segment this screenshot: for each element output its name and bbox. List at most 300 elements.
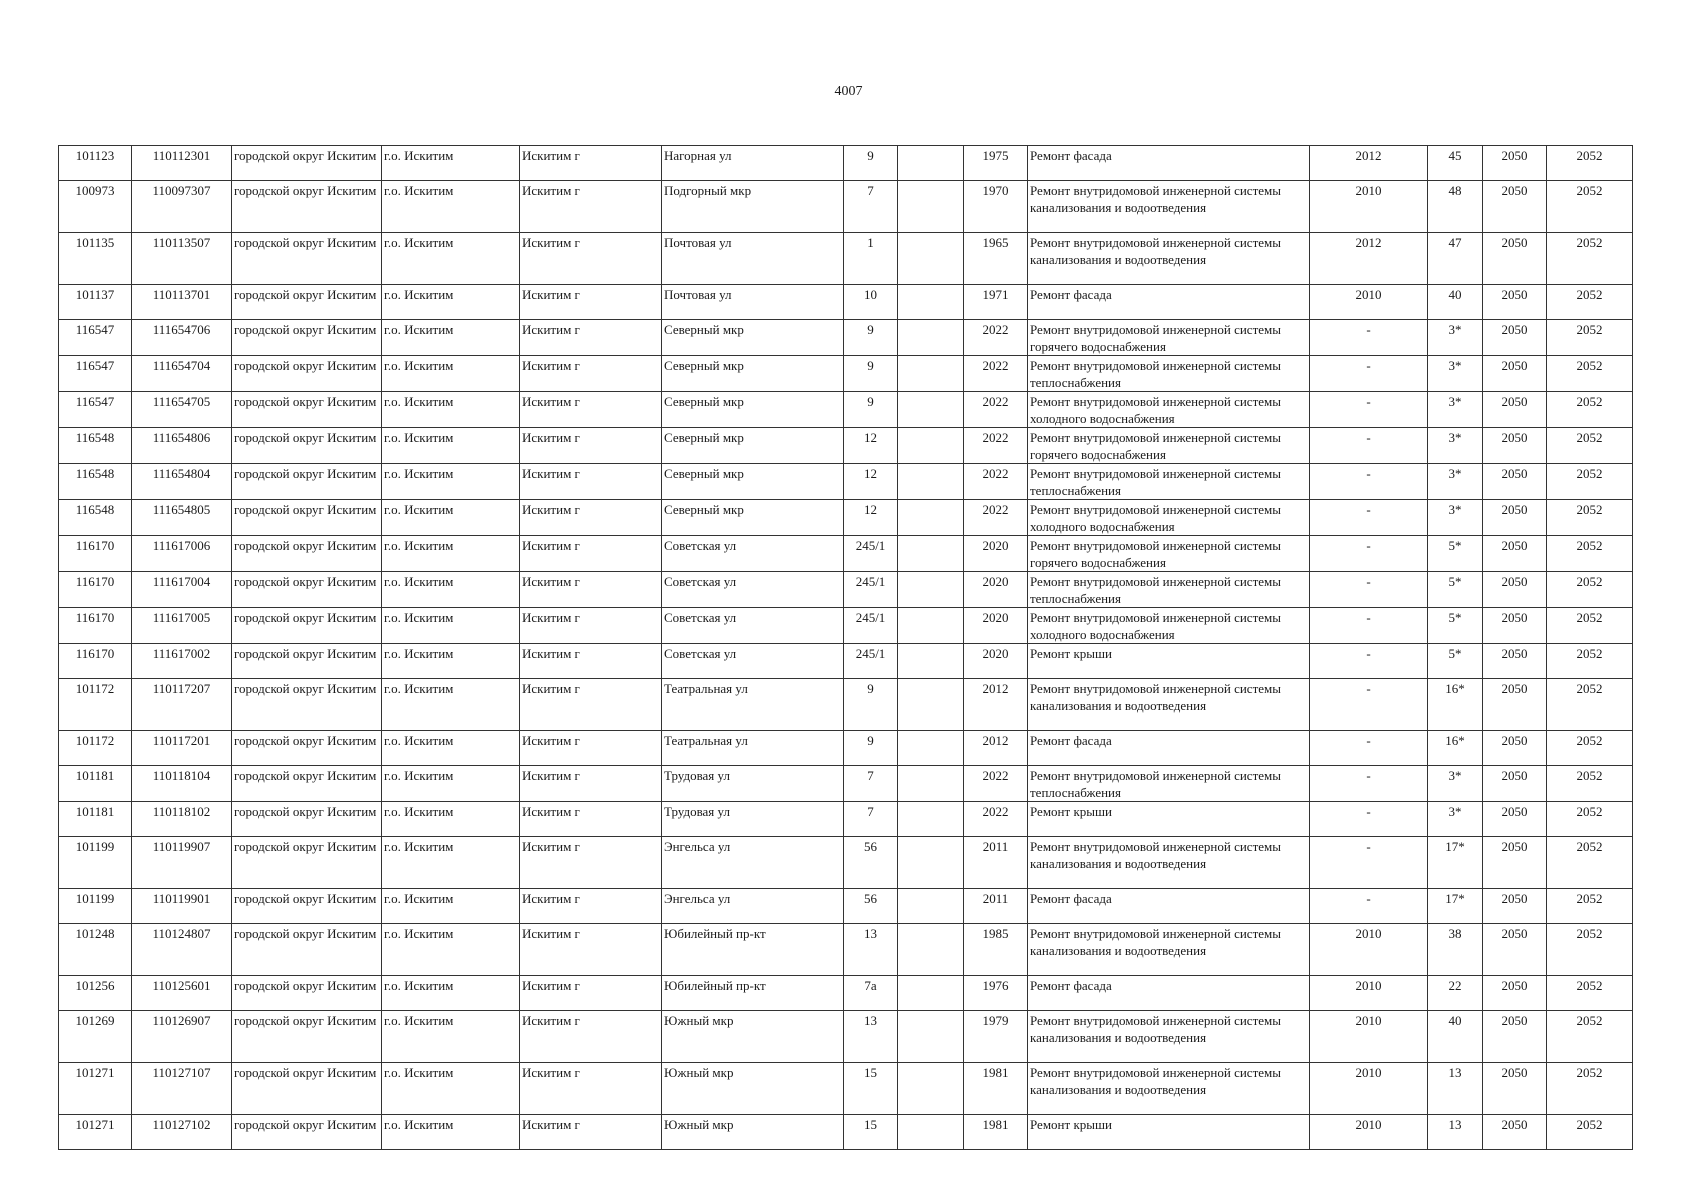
building-cell: [898, 500, 964, 536]
building-cell: [898, 285, 964, 320]
settlement-cell: Искитим г: [520, 608, 662, 644]
building-cell: [898, 1063, 964, 1115]
wear-percent-cell: 3*: [1428, 428, 1483, 464]
street-cell: Энгельса ул: [662, 889, 844, 924]
work-code-cell: 111617002: [132, 644, 232, 679]
plan-start-year-cell: 2050: [1483, 731, 1547, 766]
year-built-cell: 2022: [964, 392, 1028, 428]
municipality-cell: г.о. Искитим: [382, 320, 520, 356]
last-repair-year-cell: 2010: [1310, 924, 1428, 976]
street-cell: Советская ул: [662, 644, 844, 679]
plan-start-year-cell: 2050: [1483, 500, 1547, 536]
last-repair-year-cell: 2012: [1310, 146, 1428, 181]
house-number-cell: 9: [844, 320, 898, 356]
year-built-cell: 2022: [964, 766, 1028, 802]
year-built-cell: 1979: [964, 1011, 1028, 1063]
plan-end-year-cell: 2052: [1547, 644, 1633, 679]
street-cell: Трудовая ул: [662, 766, 844, 802]
building-cell: [898, 356, 964, 392]
work-type-cell: Ремонт фасада: [1028, 976, 1310, 1011]
work-type-cell: Ремонт крыши: [1028, 644, 1310, 679]
year-built-cell: 2022: [964, 428, 1028, 464]
district-cell: городской округ Искитим: [232, 644, 382, 679]
settlement-cell: Искитим г: [520, 802, 662, 837]
last-repair-year-cell: 2012: [1310, 233, 1428, 285]
last-repair-year-cell: 2010: [1310, 181, 1428, 233]
house-number-cell: 12: [844, 428, 898, 464]
district-cell: городской округ Искитим: [232, 731, 382, 766]
district-cell: городской округ Искитим: [232, 802, 382, 837]
building-cell: [898, 889, 964, 924]
settlement-cell: Искитим г: [520, 766, 662, 802]
building-cell: [898, 1011, 964, 1063]
plan-start-year-cell: 2050: [1483, 146, 1547, 181]
table-row: [59, 464, 1633, 500]
street-cell: Театральная ул: [662, 679, 844, 731]
last-repair-year-cell: -: [1310, 766, 1428, 802]
work-code-cell: 111654806: [132, 428, 232, 464]
year-built-cell: 1965: [964, 233, 1028, 285]
settlement-cell: Искитим г: [520, 1063, 662, 1115]
district-cell: городской округ Искитим: [232, 679, 382, 731]
plan-start-year-cell: 2050: [1483, 837, 1547, 889]
house-id-cell: 101269: [59, 1011, 132, 1063]
house-number-cell: 245/1: [844, 608, 898, 644]
wear-percent-cell: 47: [1428, 233, 1483, 285]
district-cell: городской округ Искитим: [232, 608, 382, 644]
table-row: [59, 1011, 1633, 1063]
settlement-cell: Искитим г: [520, 731, 662, 766]
last-repair-year-cell: -: [1310, 392, 1428, 428]
house-id-cell: 101181: [59, 766, 132, 802]
work-code-cell: 110112301: [132, 146, 232, 181]
work-type-cell: Ремонт внутридомовой инженерной системы канализования и водоотведения: [1028, 1063, 1310, 1115]
plan-end-year-cell: 2052: [1547, 731, 1633, 766]
settlement-cell: Искитим г: [520, 837, 662, 889]
plan-start-year-cell: 2050: [1483, 464, 1547, 500]
work-type-cell: Ремонт фасада: [1028, 146, 1310, 181]
street-cell: Советская ул: [662, 608, 844, 644]
house-number-cell: 15: [844, 1115, 898, 1150]
district-cell: городской округ Искитим: [232, 500, 382, 536]
building-cell: [898, 233, 964, 285]
plan-start-year-cell: 2050: [1483, 392, 1547, 428]
plan-start-year-cell: 2050: [1483, 536, 1547, 572]
work-type-cell: Ремонт внутридомовой инженерной системы канализования и водоотведения: [1028, 181, 1310, 233]
last-repair-year-cell: 2010: [1310, 285, 1428, 320]
municipality-cell: г.о. Искитим: [382, 766, 520, 802]
work-type-cell: Ремонт внутридомовой инженерной системы канализования и водоотведения: [1028, 679, 1310, 731]
wear-percent-cell: 5*: [1428, 536, 1483, 572]
house-id-cell: 116170: [59, 536, 132, 572]
work-code-cell: 111654705: [132, 392, 232, 428]
house-id-cell: 116547: [59, 392, 132, 428]
wear-percent-cell: 40: [1428, 1011, 1483, 1063]
wear-percent-cell: 3*: [1428, 802, 1483, 837]
settlement-cell: Искитим г: [520, 356, 662, 392]
work-type-cell: Ремонт внутридомовой инженерной системы канализования и водоотведения: [1028, 233, 1310, 285]
last-repair-year-cell: -: [1310, 802, 1428, 837]
municipality-cell: г.о. Искитим: [382, 1011, 520, 1063]
district-cell: городской округ Искитим: [232, 428, 382, 464]
plan-start-year-cell: 2050: [1483, 644, 1547, 679]
house-number-cell: 1: [844, 233, 898, 285]
table-row: [59, 285, 1633, 320]
settlement-cell: Искитим г: [520, 1011, 662, 1063]
year-built-cell: 2022: [964, 500, 1028, 536]
building-cell: [898, 924, 964, 976]
settlement-cell: Искитим г: [520, 464, 662, 500]
year-built-cell: 2022: [964, 464, 1028, 500]
wear-percent-cell: 48: [1428, 181, 1483, 233]
work-code-cell: 110124807: [132, 924, 232, 976]
table-row: [59, 679, 1633, 731]
plan-end-year-cell: 2052: [1547, 536, 1633, 572]
house-id-cell: 101199: [59, 889, 132, 924]
year-built-cell: 2020: [964, 572, 1028, 608]
plan-end-year-cell: 2052: [1547, 1063, 1633, 1115]
plan-start-year-cell: 2050: [1483, 356, 1547, 392]
work-type-cell: Ремонт внутридомовой инженерной системы горячего водоснабжения: [1028, 428, 1310, 464]
district-cell: городской округ Искитим: [232, 536, 382, 572]
house-id-cell: 116548: [59, 428, 132, 464]
plan-start-year-cell: 2050: [1483, 1063, 1547, 1115]
table-row: [59, 802, 1633, 837]
work-type-cell: Ремонт внутридомовой инженерной системы канализования и водоотведения: [1028, 837, 1310, 889]
building-cell: [898, 572, 964, 608]
house-id-cell: 101199: [59, 837, 132, 889]
registry-body: [59, 146, 1633, 1150]
year-built-cell: 2011: [964, 889, 1028, 924]
plan-start-year-cell: 2050: [1483, 233, 1547, 285]
table-row: [59, 181, 1633, 233]
work-type-cell: Ремонт фасада: [1028, 889, 1310, 924]
settlement-cell: Искитим г: [520, 976, 662, 1011]
house-number-cell: 56: [844, 889, 898, 924]
municipality-cell: г.о. Искитим: [382, 146, 520, 181]
plan-end-year-cell: 2052: [1547, 802, 1633, 837]
work-type-cell: Ремонт внутридомовой инженерной системы горячего водоснабжения: [1028, 320, 1310, 356]
year-built-cell: 2020: [964, 608, 1028, 644]
work-code-cell: 110127107: [132, 1063, 232, 1115]
plan-start-year-cell: 2050: [1483, 285, 1547, 320]
plan-end-year-cell: 2052: [1547, 500, 1633, 536]
district-cell: городской округ Искитим: [232, 356, 382, 392]
municipality-cell: г.о. Искитим: [382, 802, 520, 837]
year-built-cell: 2011: [964, 837, 1028, 889]
work-type-cell: Ремонт крыши: [1028, 802, 1310, 837]
district-cell: городской округ Искитим: [232, 889, 382, 924]
wear-percent-cell: 5*: [1428, 572, 1483, 608]
house-number-cell: 7: [844, 181, 898, 233]
table-row: [59, 766, 1633, 802]
building-cell: [898, 464, 964, 500]
wear-percent-cell: 16*: [1428, 731, 1483, 766]
district-cell: городской округ Искитим: [232, 1011, 382, 1063]
plan-end-year-cell: 2052: [1547, 837, 1633, 889]
house-id-cell: 101123: [59, 146, 132, 181]
work-code-cell: 111654704: [132, 356, 232, 392]
plan-end-year-cell: 2052: [1547, 181, 1633, 233]
plan-end-year-cell: 2052: [1547, 608, 1633, 644]
last-repair-year-cell: 2010: [1310, 1011, 1428, 1063]
house-id-cell: 116170: [59, 644, 132, 679]
plan-start-year-cell: 2050: [1483, 976, 1547, 1011]
table-row: [59, 1115, 1633, 1150]
work-code-cell: 111617006: [132, 536, 232, 572]
work-code-cell: 110119901: [132, 889, 232, 924]
building-cell: [898, 766, 964, 802]
street-cell: Нагорная ул: [662, 146, 844, 181]
building-cell: [898, 428, 964, 464]
plan-end-year-cell: 2052: [1547, 1011, 1633, 1063]
wear-percent-cell: 16*: [1428, 679, 1483, 731]
municipality-cell: г.о. Искитим: [382, 572, 520, 608]
table-row: [59, 428, 1633, 464]
year-built-cell: 2022: [964, 320, 1028, 356]
house-id-cell: 101271: [59, 1063, 132, 1115]
table-row: [59, 572, 1633, 608]
building-cell: [898, 608, 964, 644]
settlement-cell: Искитим г: [520, 924, 662, 976]
wear-percent-cell: 3*: [1428, 464, 1483, 500]
plan-start-year-cell: 2050: [1483, 889, 1547, 924]
house-number-cell: 245/1: [844, 536, 898, 572]
work-code-cell: 111654706: [132, 320, 232, 356]
plan-start-year-cell: 2050: [1483, 679, 1547, 731]
wear-percent-cell: 5*: [1428, 608, 1483, 644]
building-cell: [898, 536, 964, 572]
street-cell: Театральная ул: [662, 731, 844, 766]
house-number-cell: 56: [844, 837, 898, 889]
wear-percent-cell: 3*: [1428, 392, 1483, 428]
work-type-cell: Ремонт фасада: [1028, 285, 1310, 320]
settlement-cell: Искитим г: [520, 320, 662, 356]
work-type-cell: Ремонт внутридомовой инженерной системы теплоснабжения: [1028, 572, 1310, 608]
municipality-cell: г.о. Искитим: [382, 1115, 520, 1150]
street-cell: Советская ул: [662, 572, 844, 608]
street-cell: Северный мкр: [662, 500, 844, 536]
last-repair-year-cell: -: [1310, 356, 1428, 392]
house-number-cell: 245/1: [844, 572, 898, 608]
plan-end-year-cell: 2052: [1547, 976, 1633, 1011]
building-cell: [898, 731, 964, 766]
last-repair-year-cell: -: [1310, 644, 1428, 679]
building-cell: [898, 392, 964, 428]
house-number-cell: 12: [844, 464, 898, 500]
house-id-cell: 101172: [59, 679, 132, 731]
house-id-cell: 101271: [59, 1115, 132, 1150]
work-type-cell: Ремонт фасада: [1028, 731, 1310, 766]
last-repair-year-cell: -: [1310, 731, 1428, 766]
house-id-cell: 101172: [59, 731, 132, 766]
year-built-cell: 2022: [964, 356, 1028, 392]
district-cell: городской округ Искитим: [232, 181, 382, 233]
house-id-cell: 116547: [59, 356, 132, 392]
wear-percent-cell: 3*: [1428, 766, 1483, 802]
work-code-cell: 110113701: [132, 285, 232, 320]
work-code-cell: 111617004: [132, 572, 232, 608]
plan-start-year-cell: 2050: [1483, 572, 1547, 608]
table-row: [59, 392, 1633, 428]
table-row: [59, 146, 1633, 181]
district-cell: городской округ Искитим: [232, 233, 382, 285]
year-built-cell: 2020: [964, 644, 1028, 679]
table-row: [59, 731, 1633, 766]
last-repair-year-cell: -: [1310, 464, 1428, 500]
street-cell: Северный мкр: [662, 356, 844, 392]
year-built-cell: 2022: [964, 802, 1028, 837]
settlement-cell: Искитим г: [520, 679, 662, 731]
street-cell: Юбилейный пр-кт: [662, 976, 844, 1011]
building-cell: [898, 837, 964, 889]
municipality-cell: г.о. Искитим: [382, 356, 520, 392]
work-type-cell: Ремонт внутридомовой инженерной системы холодного водоснабжения: [1028, 608, 1310, 644]
municipality-cell: г.о. Искитим: [382, 837, 520, 889]
house-id-cell: 116170: [59, 608, 132, 644]
district-cell: городской округ Искитим: [232, 837, 382, 889]
municipality-cell: г.о. Искитим: [382, 392, 520, 428]
table-row: [59, 608, 1633, 644]
district-cell: городской округ Искитим: [232, 976, 382, 1011]
house-number-cell: 9: [844, 356, 898, 392]
wear-percent-cell: 17*: [1428, 889, 1483, 924]
plan-start-year-cell: 2050: [1483, 428, 1547, 464]
settlement-cell: Искитим г: [520, 146, 662, 181]
district-cell: городской округ Искитим: [232, 464, 382, 500]
last-repair-year-cell: -: [1310, 428, 1428, 464]
plan-end-year-cell: 2052: [1547, 146, 1633, 181]
wear-percent-cell: 5*: [1428, 644, 1483, 679]
year-built-cell: 1985: [964, 924, 1028, 976]
settlement-cell: Искитим г: [520, 572, 662, 608]
house-number-cell: 9: [844, 392, 898, 428]
year-built-cell: 1975: [964, 146, 1028, 181]
street-cell: Северный мкр: [662, 464, 844, 500]
house-id-cell: 101137: [59, 285, 132, 320]
table-row: [59, 976, 1633, 1011]
wear-percent-cell: 40: [1428, 285, 1483, 320]
plan-start-year-cell: 2050: [1483, 608, 1547, 644]
plan-end-year-cell: 2052: [1547, 1115, 1633, 1150]
district-cell: городской округ Искитим: [232, 392, 382, 428]
table-row: [59, 837, 1633, 889]
house-number-cell: 13: [844, 1011, 898, 1063]
work-code-cell: 110117201: [132, 731, 232, 766]
street-cell: Подгорный мкр: [662, 181, 844, 233]
street-cell: Почтовая ул: [662, 285, 844, 320]
street-cell: Северный мкр: [662, 392, 844, 428]
municipality-cell: г.о. Искитим: [382, 644, 520, 679]
work-code-cell: 110118104: [132, 766, 232, 802]
wear-percent-cell: 3*: [1428, 500, 1483, 536]
table-row: [59, 924, 1633, 976]
last-repair-year-cell: -: [1310, 500, 1428, 536]
municipality-cell: г.о. Искитим: [382, 464, 520, 500]
municipality-cell: г.о. Искитим: [382, 679, 520, 731]
last-repair-year-cell: 2010: [1310, 1115, 1428, 1150]
district-cell: городской округ Искитим: [232, 924, 382, 976]
house-number-cell: 10: [844, 285, 898, 320]
last-repair-year-cell: -: [1310, 608, 1428, 644]
municipality-cell: г.о. Искитим: [382, 233, 520, 285]
settlement-cell: Искитим г: [520, 285, 662, 320]
last-repair-year-cell: -: [1310, 889, 1428, 924]
table-row: [59, 644, 1633, 679]
house-number-cell: 9: [844, 731, 898, 766]
plan-end-year-cell: 2052: [1547, 356, 1633, 392]
year-built-cell: 1981: [964, 1063, 1028, 1115]
wear-percent-cell: 45: [1428, 146, 1483, 181]
table-row: [59, 356, 1633, 392]
settlement-cell: Искитим г: [520, 181, 662, 233]
wear-percent-cell: 38: [1428, 924, 1483, 976]
street-cell: Энгельса ул: [662, 837, 844, 889]
street-cell: Юбилейный пр-кт: [662, 924, 844, 976]
plan-end-year-cell: 2052: [1547, 572, 1633, 608]
wear-percent-cell: 13: [1428, 1115, 1483, 1150]
wear-percent-cell: 13: [1428, 1063, 1483, 1115]
municipality-cell: г.о. Искитим: [382, 608, 520, 644]
last-repair-year-cell: -: [1310, 536, 1428, 572]
building-cell: [898, 802, 964, 837]
house-id-cell: 101256: [59, 976, 132, 1011]
municipality-cell: г.о. Искитим: [382, 976, 520, 1011]
settlement-cell: Искитим г: [520, 644, 662, 679]
house-id-cell: 116548: [59, 464, 132, 500]
house-id-cell: 101135: [59, 233, 132, 285]
work-code-cell: 110097307: [132, 181, 232, 233]
municipality-cell: г.о. Искитим: [382, 889, 520, 924]
work-code-cell: 111654804: [132, 464, 232, 500]
last-repair-year-cell: -: [1310, 320, 1428, 356]
settlement-cell: Искитим г: [520, 536, 662, 572]
municipality-cell: г.о. Искитим: [382, 428, 520, 464]
building-cell: [898, 976, 964, 1011]
house-id-cell: 100973: [59, 181, 132, 233]
table-row: [59, 500, 1633, 536]
street-cell: Северный мкр: [662, 428, 844, 464]
work-code-cell: 110125601: [132, 976, 232, 1011]
house-number-cell: 15: [844, 1063, 898, 1115]
work-type-cell: Ремонт внутридомовой инженерной системы канализования и водоотведения: [1028, 1011, 1310, 1063]
work-code-cell: 110118102: [132, 802, 232, 837]
work-type-cell: Ремонт внутридомовой инженерной системы канализования и водоотведения: [1028, 924, 1310, 976]
wear-percent-cell: 17*: [1428, 837, 1483, 889]
work-type-cell: Ремонт внутридомовой инженерной системы теплоснабжения: [1028, 464, 1310, 500]
municipality-cell: г.о. Искитим: [382, 924, 520, 976]
building-cell: [898, 320, 964, 356]
wear-percent-cell: 22: [1428, 976, 1483, 1011]
house-number-cell: 9: [844, 679, 898, 731]
district-cell: городской округ Искитим: [232, 1063, 382, 1115]
repair-registry-table: [58, 145, 1633, 1150]
district-cell: городской округ Искитим: [232, 1115, 382, 1150]
plan-start-year-cell: 2050: [1483, 320, 1547, 356]
house-id-cell: 116547: [59, 320, 132, 356]
building-cell: [898, 644, 964, 679]
house-number-cell: 9: [844, 146, 898, 181]
wear-percent-cell: 3*: [1428, 320, 1483, 356]
plan-start-year-cell: 2050: [1483, 766, 1547, 802]
year-built-cell: 2012: [964, 731, 1028, 766]
house-number-cell: 7: [844, 766, 898, 802]
house-number-cell: 245/1: [844, 644, 898, 679]
plan-end-year-cell: 2052: [1547, 285, 1633, 320]
settlement-cell: Искитим г: [520, 889, 662, 924]
year-built-cell: 1971: [964, 285, 1028, 320]
building-cell: [898, 146, 964, 181]
